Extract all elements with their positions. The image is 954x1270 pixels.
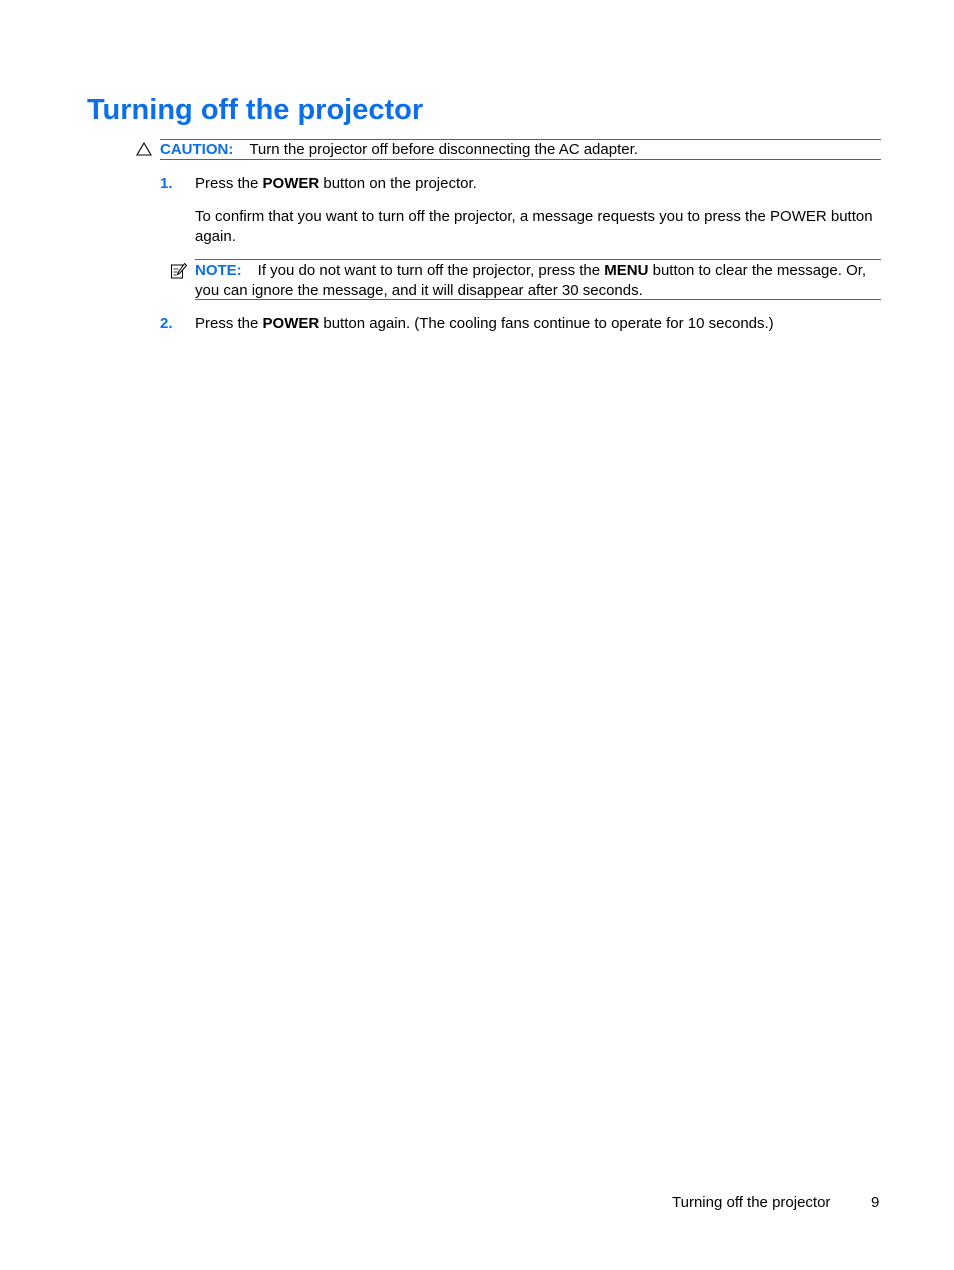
caution-label: CAUTION: — [160, 141, 234, 158]
note-keyword: MENU — [604, 262, 649, 279]
step-1-pre: Press the — [195, 175, 263, 192]
page-title: Turning off the projector — [87, 94, 424, 126]
caution-message — [160, 141, 638, 158]
step-number-1: 1. — [160, 175, 173, 192]
footer-page-number: 9 — [871, 1194, 880, 1211]
note-pre: If you do not want to turn off the projector, press the — [257, 262, 605, 279]
step-2-post: button again. (The cooling fans continue to operate for 10 seconds.) — [319, 315, 774, 332]
step-2-pre: Press the — [195, 315, 263, 332]
note-post: button to clear the message. Or, you can ignore the message, and it will disappear after 30 seconds. — [195, 262, 867, 299]
step-text-1 — [195, 175, 477, 193]
note-label: NOTE: — [195, 262, 242, 279]
step-text-2 — [195, 315, 774, 333]
footer-title: Turning off the projector — [672, 1194, 831, 1211]
step-2-keyword: POWER — [262, 315, 320, 332]
step-1-post: button on the projector. — [319, 175, 477, 192]
step-1-keyword: POWER — [262, 175, 320, 192]
confirm-paragraph: To confirm that you want to turn off the projector, a message requests you to press the POWER button again. — [195, 208, 873, 245]
note-pencil-icon — [170, 262, 188, 280]
step-number-2: 2. — [160, 315, 173, 332]
note-message — [195, 261, 885, 300]
warning-triangle-icon — [136, 141, 152, 157]
caution-text: Turn the projector off before disconnecting the AC adapter. — [249, 141, 638, 158]
